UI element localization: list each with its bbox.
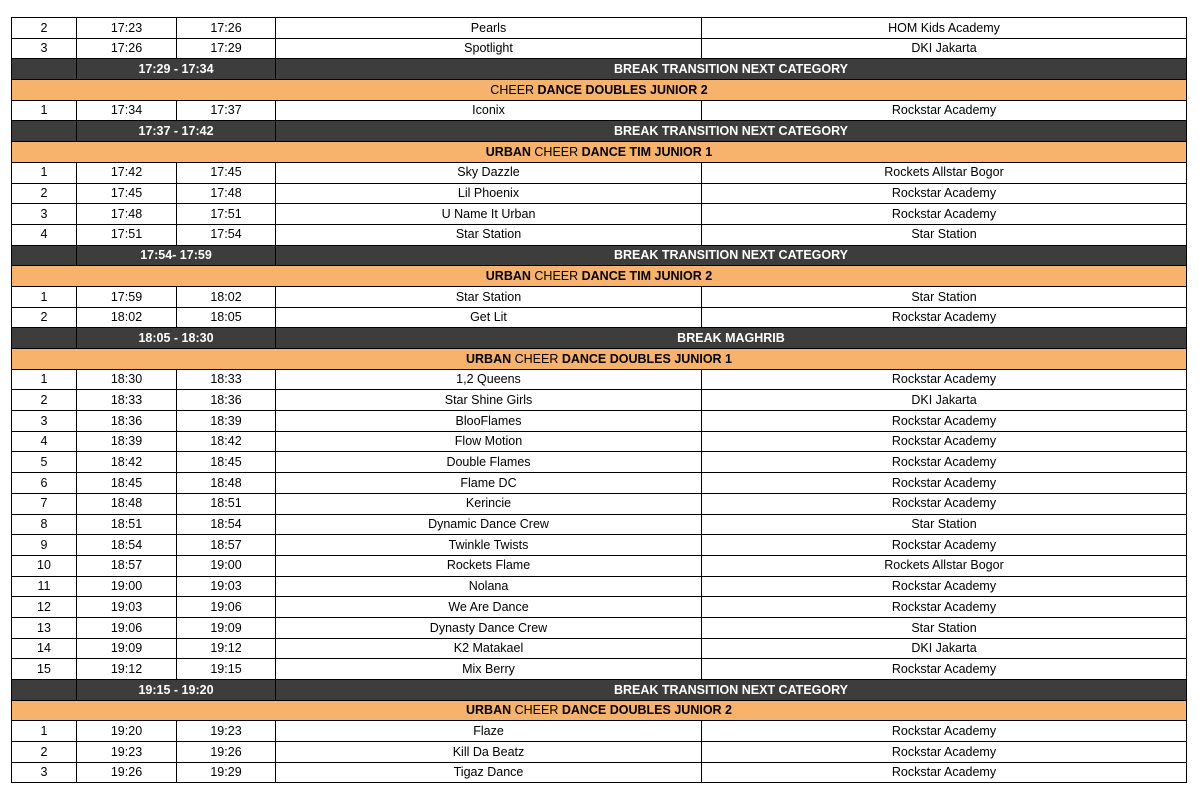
- category-title-part: URBAN: [465, 351, 515, 366]
- club-name: DKI Jakarta: [702, 38, 1187, 59]
- performance-number: 5: [12, 452, 77, 473]
- category-title: [12, 349, 1187, 370]
- category-title-part: CHEER: [534, 144, 582, 159]
- start-time: 17:51: [77, 224, 177, 245]
- category-row: [12, 80, 1187, 101]
- performance-number: 1: [12, 286, 77, 307]
- start-time: 18:30: [77, 369, 177, 390]
- start-time: 19:09: [77, 638, 177, 659]
- club-name: Rockstar Academy: [702, 473, 1187, 494]
- break-time-range: 17:29 - 17:34: [77, 59, 276, 80]
- end-time: 19:09: [177, 617, 276, 638]
- break-label: BREAK TRANSITION NEXT CATEGORY: [276, 680, 1187, 701]
- schedule-row: [12, 286, 1187, 307]
- performance-number: 15: [12, 659, 77, 680]
- end-time: 19:23: [177, 721, 276, 742]
- end-time: 19:00: [177, 555, 276, 576]
- break-row: [12, 59, 1187, 80]
- start-time: 18:39: [77, 431, 177, 452]
- category-title-part: DANCE DOUBLES JUNIOR 2: [561, 703, 732, 718]
- schedule-row: [12, 224, 1187, 245]
- category-title-part: CHEER: [490, 82, 538, 97]
- performance-number: 7: [12, 493, 77, 514]
- end-time: 17:37: [177, 100, 276, 121]
- team-name: 1,2 Queens: [276, 369, 702, 390]
- team-name: Tigaz Dance: [276, 762, 702, 783]
- schedule-row: [12, 742, 1187, 763]
- start-time: 17:26: [77, 38, 177, 59]
- schedule-body: [12, 18, 1187, 783]
- schedule-row: [12, 535, 1187, 556]
- start-time: 19:06: [77, 617, 177, 638]
- schedule-row: [12, 100, 1187, 121]
- club-name: DKI Jakarta: [702, 638, 1187, 659]
- performance-number: 1: [12, 162, 77, 183]
- schedule-row: [12, 204, 1187, 225]
- category-row: [12, 142, 1187, 163]
- performance-number: 14: [12, 638, 77, 659]
- team-name: Iconix: [276, 100, 702, 121]
- schedule-row: [12, 431, 1187, 452]
- performance-number: 1: [12, 369, 77, 390]
- club-name: Rockstar Academy: [702, 576, 1187, 597]
- end-time: 18:51: [177, 493, 276, 514]
- club-name: Rockets Allstar Bogor: [702, 162, 1187, 183]
- schedule-row: [12, 514, 1187, 535]
- end-time: 19:06: [177, 597, 276, 618]
- schedule-row: [12, 38, 1187, 59]
- break-label: BREAK TRANSITION NEXT CATEGORY: [276, 59, 1187, 80]
- schedule-row: [12, 473, 1187, 494]
- schedule-row: [12, 162, 1187, 183]
- performance-number: 9: [12, 535, 77, 556]
- team-name: BlooFlames: [276, 411, 702, 432]
- team-name: Spotlight: [276, 38, 702, 59]
- schedule-row: [12, 307, 1187, 328]
- performance-number: 4: [12, 431, 77, 452]
- start-time: 18:45: [77, 473, 177, 494]
- team-name: Twinkle Twists: [276, 535, 702, 556]
- category-title-part: DANCE DOUBLES JUNIOR 1: [561, 351, 732, 366]
- team-name: Get Lit: [276, 307, 702, 328]
- performance-number: 4: [12, 224, 77, 245]
- performance-number: 3: [12, 411, 77, 432]
- break-spacer: [12, 121, 77, 142]
- end-time: 17:26: [177, 18, 276, 39]
- start-time: 18:57: [77, 555, 177, 576]
- schedule-row: [12, 617, 1187, 638]
- team-name: Star Shine Girls: [276, 390, 702, 411]
- team-name: Flow Motion: [276, 431, 702, 452]
- performance-number: 2: [12, 18, 77, 39]
- club-name: Star Station: [702, 514, 1187, 535]
- end-time: 18:33: [177, 369, 276, 390]
- break-time-range: 17:37 - 17:42: [77, 121, 276, 142]
- team-name: Double Flames: [276, 452, 702, 473]
- team-name: Sky Dazzle: [276, 162, 702, 183]
- club-name: Rockstar Academy: [702, 411, 1187, 432]
- category-row: [12, 266, 1187, 287]
- category-title-part: CHEER: [534, 268, 582, 283]
- category-row: [12, 349, 1187, 370]
- club-name: Rockstar Academy: [702, 659, 1187, 680]
- category-title-part: URBAN: [485, 268, 535, 283]
- end-time: 17:48: [177, 183, 276, 204]
- schedule-row: [12, 493, 1187, 514]
- start-time: 19:00: [77, 576, 177, 597]
- end-time: 19:12: [177, 638, 276, 659]
- start-time: 18:54: [77, 535, 177, 556]
- schedule-row: [12, 452, 1187, 473]
- start-time: 17:23: [77, 18, 177, 39]
- end-time: 19:03: [177, 576, 276, 597]
- category-title-part: DANCE DOUBLES JUNIOR 2: [537, 82, 708, 97]
- start-time: 17:42: [77, 162, 177, 183]
- team-name: Dynamic Dance Crew: [276, 514, 702, 535]
- break-spacer: [12, 245, 77, 266]
- schedule-row: [12, 721, 1187, 742]
- start-time: 19:23: [77, 742, 177, 763]
- club-name: Star Station: [702, 617, 1187, 638]
- team-name: Star Station: [276, 224, 702, 245]
- team-name: K2 Matakael: [276, 638, 702, 659]
- end-time: 17:29: [177, 38, 276, 59]
- end-time: 17:51: [177, 204, 276, 225]
- start-time: 19:03: [77, 597, 177, 618]
- break-label: BREAK MAGHRIB: [276, 328, 1187, 349]
- break-time-range: 19:15 - 19:20: [77, 680, 276, 701]
- category-title: [12, 266, 1187, 287]
- team-name: Rockets Flame: [276, 555, 702, 576]
- performance-number: 3: [12, 204, 77, 225]
- performance-number: 10: [12, 555, 77, 576]
- category-title: [12, 80, 1187, 101]
- category-title-part: URBAN: [485, 144, 535, 159]
- start-time: 19:26: [77, 762, 177, 783]
- club-name: Rockstar Academy: [702, 100, 1187, 121]
- team-name: Star Station: [276, 286, 702, 307]
- team-name: Kill Da Beatz: [276, 742, 702, 763]
- club-name: Star Station: [702, 224, 1187, 245]
- schedule-row: [12, 597, 1187, 618]
- start-time: 18:33: [77, 390, 177, 411]
- break-row: [12, 680, 1187, 701]
- end-time: 19:29: [177, 762, 276, 783]
- schedule-row: [12, 762, 1187, 783]
- club-name: Rockstar Academy: [702, 431, 1187, 452]
- performance-number: 2: [12, 183, 77, 204]
- break-row: [12, 245, 1187, 266]
- club-name: Rockstar Academy: [702, 742, 1187, 763]
- start-time: 17:59: [77, 286, 177, 307]
- start-time: 18:36: [77, 411, 177, 432]
- category-title-part: CHEER: [514, 351, 562, 366]
- performance-number: 8: [12, 514, 77, 535]
- club-name: Rockstar Academy: [702, 535, 1187, 556]
- break-time-range: 17:54- 17:59: [77, 245, 276, 266]
- category-title: [12, 700, 1187, 721]
- break-label: BREAK TRANSITION NEXT CATEGORY: [276, 245, 1187, 266]
- break-label: BREAK TRANSITION NEXT CATEGORY: [276, 121, 1187, 142]
- performance-number: 1: [12, 721, 77, 742]
- end-time: 18:05: [177, 307, 276, 328]
- category-title-part: DANCE TIM JUNIOR 1: [581, 144, 713, 159]
- team-name: U Name It Urban: [276, 204, 702, 225]
- category-row: [12, 700, 1187, 721]
- performance-number: 6: [12, 473, 77, 494]
- end-time: 18:45: [177, 452, 276, 473]
- start-time: 17:34: [77, 100, 177, 121]
- break-row: [12, 328, 1187, 349]
- category-title: [12, 142, 1187, 163]
- category-title-part: CHEER: [514, 703, 562, 718]
- performance-number: 1: [12, 100, 77, 121]
- performance-number: 2: [12, 390, 77, 411]
- start-time: 18:02: [77, 307, 177, 328]
- schedule-row: [12, 183, 1187, 204]
- club-name: Rockstar Academy: [702, 307, 1187, 328]
- schedule-row: [12, 555, 1187, 576]
- performance-number: 12: [12, 597, 77, 618]
- break-spacer: [12, 680, 77, 701]
- team-name: Nolana: [276, 576, 702, 597]
- schedule-table: [11, 17, 1187, 783]
- club-name: Rockets Allstar Bogor: [702, 555, 1187, 576]
- end-time: 19:15: [177, 659, 276, 680]
- team-name: Mix Berry: [276, 659, 702, 680]
- end-time: 18:54: [177, 514, 276, 535]
- end-time: 18:39: [177, 411, 276, 432]
- club-name: Rockstar Academy: [702, 597, 1187, 618]
- break-spacer: [12, 328, 77, 349]
- club-name: DKI Jakarta: [702, 390, 1187, 411]
- category-title-part: URBAN: [465, 703, 515, 718]
- start-time: 18:51: [77, 514, 177, 535]
- end-time: 18:48: [177, 473, 276, 494]
- performance-number: 13: [12, 617, 77, 638]
- start-time: 18:48: [77, 493, 177, 514]
- break-row: [12, 121, 1187, 142]
- break-spacer: [12, 59, 77, 80]
- performance-number: 11: [12, 576, 77, 597]
- club-name: Rockstar Academy: [702, 452, 1187, 473]
- end-time: 17:45: [177, 162, 276, 183]
- team-name: Kerincie: [276, 493, 702, 514]
- club-name: Rockstar Academy: [702, 204, 1187, 225]
- club-name: Star Station: [702, 286, 1187, 307]
- start-time: 19:20: [77, 721, 177, 742]
- team-name: Dynasty Dance Crew: [276, 617, 702, 638]
- start-time: 17:48: [77, 204, 177, 225]
- club-name: HOM Kids Academy: [702, 18, 1187, 39]
- schedule-row: [12, 659, 1187, 680]
- club-name: Rockstar Academy: [702, 369, 1187, 390]
- start-time: 17:45: [77, 183, 177, 204]
- end-time: 19:26: [177, 742, 276, 763]
- start-time: 19:12: [77, 659, 177, 680]
- performance-number: 2: [12, 307, 77, 328]
- schedule-row: [12, 369, 1187, 390]
- club-name: Rockstar Academy: [702, 183, 1187, 204]
- schedule-row: [12, 390, 1187, 411]
- schedule-row: [12, 18, 1187, 39]
- team-name: Lil Phoenix: [276, 183, 702, 204]
- end-time: 18:02: [177, 286, 276, 307]
- schedule-row: [12, 411, 1187, 432]
- end-time: 18:57: [177, 535, 276, 556]
- schedule-row: [12, 576, 1187, 597]
- team-name: Flame DC: [276, 473, 702, 494]
- club-name: Rockstar Academy: [702, 721, 1187, 742]
- category-title-part: DANCE TIM JUNIOR 2: [581, 268, 713, 283]
- performance-number: 3: [12, 762, 77, 783]
- performance-number: 3: [12, 38, 77, 59]
- club-name: Rockstar Academy: [702, 762, 1187, 783]
- team-name: We Are Dance: [276, 597, 702, 618]
- schedule-row: [12, 638, 1187, 659]
- break-time-range: 18:05 - 18:30: [77, 328, 276, 349]
- performance-number: 2: [12, 742, 77, 763]
- club-name: Rockstar Academy: [702, 493, 1187, 514]
- team-name: Flaze: [276, 721, 702, 742]
- team-name: Pearls: [276, 18, 702, 39]
- start-time: 18:42: [77, 452, 177, 473]
- end-time: 17:54: [177, 224, 276, 245]
- end-time: 18:42: [177, 431, 276, 452]
- end-time: 18:36: [177, 390, 276, 411]
